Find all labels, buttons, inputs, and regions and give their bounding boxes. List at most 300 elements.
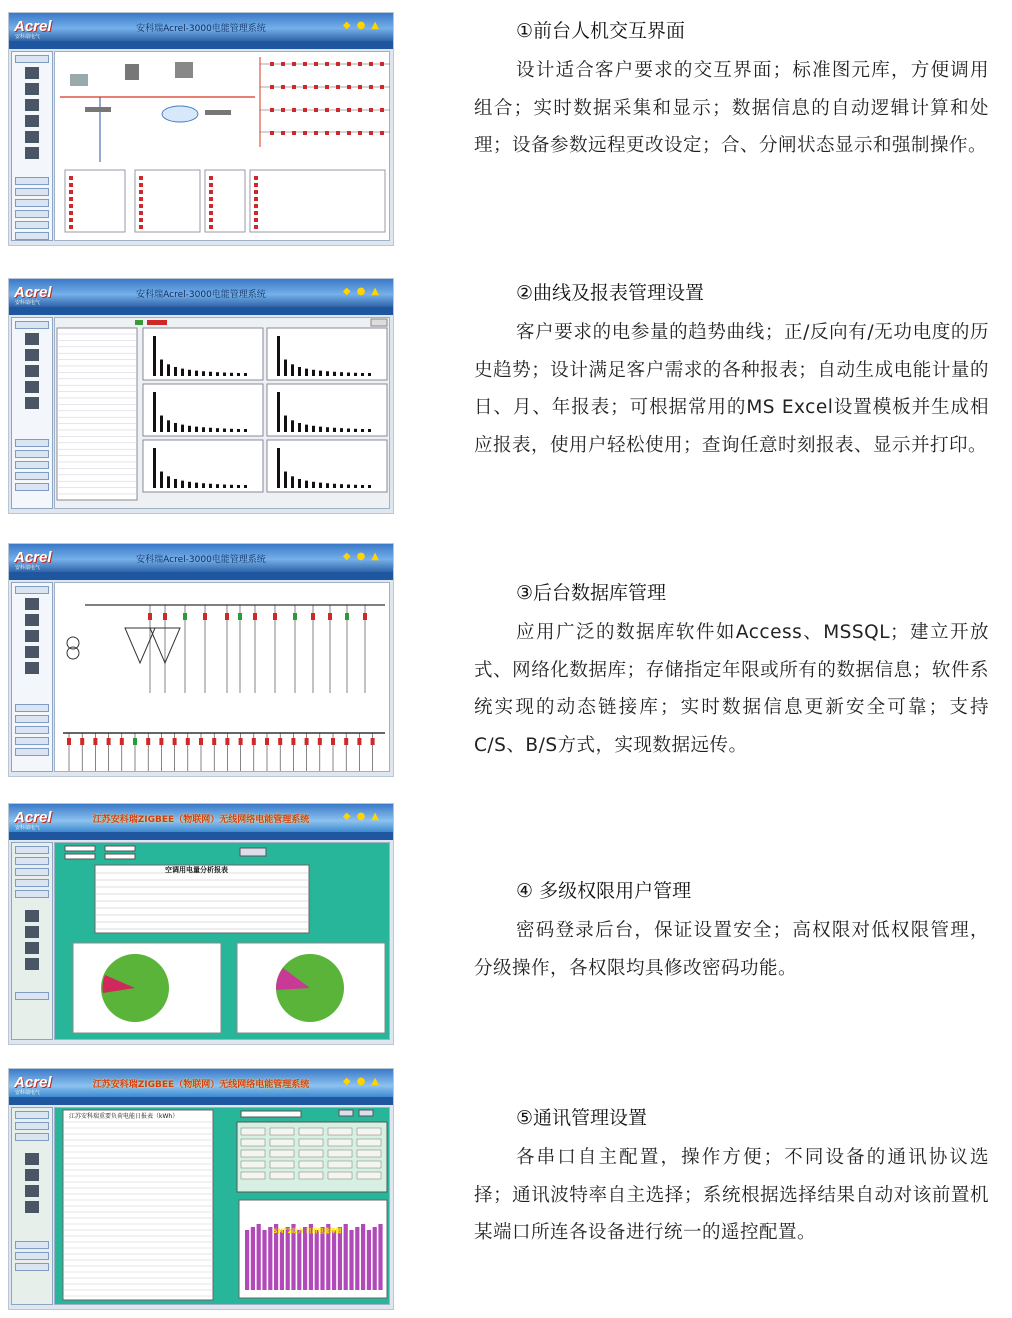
daily-report-title: 江苏安科瑞重要负荷电能日报表（kWh） — [69, 1113, 179, 1120]
harmonic-bar — [153, 448, 156, 488]
harmonic-bar — [347, 429, 350, 433]
breaker-indicator — [303, 108, 307, 112]
energy-bar — [338, 1227, 342, 1290]
harmonic-bar — [181, 369, 184, 376]
nav-button[interactable] — [15, 737, 49, 745]
harmonic-bar — [368, 429, 371, 432]
breaker-indicator — [380, 108, 384, 112]
energy-bar — [367, 1230, 371, 1290]
breaker-indicator — [254, 211, 258, 215]
harmonic-bar — [340, 372, 343, 376]
nav-button[interactable] — [15, 1252, 49, 1260]
harmonic-bar — [237, 429, 240, 432]
nav-button[interactable] — [15, 472, 49, 480]
harmonic-bar — [230, 429, 233, 432]
breaker-indicator — [314, 131, 318, 135]
nav-button[interactable] — [15, 715, 49, 723]
bar-chart-title: SMT2动力 日用电量棒图 — [273, 1228, 342, 1235]
device-button — [241, 1128, 265, 1135]
nav-icon[interactable] — [25, 942, 39, 954]
breaker-indicator — [325, 131, 329, 135]
harmonic-bar — [368, 373, 371, 376]
daily-report-panel — [55, 1108, 391, 1304]
energy-bar — [262, 1230, 266, 1290]
app-title: 江苏安科瑞ZIGBEE（物联网）无线网络电能管理系统 — [92, 815, 310, 825]
breaker-symbol — [120, 738, 124, 745]
breaker-symbol — [239, 738, 243, 745]
device-button — [241, 1172, 265, 1179]
harmonic-bar — [291, 476, 294, 488]
breaker-indicator — [325, 62, 329, 66]
breaker-indicator — [270, 62, 274, 66]
harmonic-bar — [195, 483, 198, 488]
breaker-symbol — [163, 613, 167, 620]
energy-bar — [268, 1227, 272, 1290]
nav-icon[interactable] — [25, 598, 39, 610]
nav-button[interactable] — [15, 210, 49, 218]
harmonic-bar — [216, 428, 219, 432]
breaker-indicator — [369, 108, 373, 112]
harmonic-bar — [174, 423, 177, 432]
section-title: ④ 多级权限用户管理 — [516, 880, 692, 902]
breaker-indicator — [380, 131, 384, 135]
acrel-logo: Acrel — [14, 809, 52, 826]
device-button — [357, 1139, 381, 1146]
harmonic-bar — [326, 371, 329, 376]
device-button — [328, 1172, 352, 1179]
breaker-indicator — [358, 85, 362, 89]
breaker-symbol — [238, 613, 242, 620]
report-canvas — [54, 842, 390, 1040]
breaker-symbol — [371, 738, 375, 745]
breaker-symbol — [293, 613, 297, 620]
breaker-indicator — [69, 197, 73, 201]
breaker-indicator — [139, 225, 143, 229]
breaker-indicator — [325, 108, 329, 112]
nav-icon[interactable] — [25, 147, 39, 159]
screenshot-hmi — [8, 12, 394, 246]
single-line-diagram — [55, 583, 391, 773]
breaker-indicator — [358, 108, 362, 112]
section-text — [474, 878, 989, 987]
side-nav[interactable] — [11, 317, 53, 509]
harmonic-bar — [223, 485, 226, 489]
device-button — [270, 1161, 294, 1168]
nav-icon[interactable] — [25, 365, 39, 377]
nav-button[interactable] — [15, 704, 49, 712]
harmonic-bar — [291, 420, 294, 432]
breaker-indicator — [69, 225, 73, 229]
header-icons[interactable]: ◆●▲ — [342, 551, 385, 562]
breaker-symbol — [186, 738, 190, 745]
side-nav[interactable] — [11, 1107, 53, 1305]
breaker-symbol — [318, 738, 322, 745]
harmonic-bar — [361, 429, 364, 432]
section-title: ②曲线及报表管理设置 — [516, 282, 705, 304]
nav-icon[interactable] — [25, 1185, 39, 1197]
network-topology-canvas — [54, 51, 390, 241]
breaker-indicator — [292, 131, 296, 135]
harmonic-bar — [284, 416, 287, 432]
breaker-indicator — [139, 204, 143, 208]
harmonic-bar — [312, 426, 315, 432]
device-button — [299, 1161, 323, 1168]
breaker-indicator — [281, 62, 285, 66]
harmonic-bar — [174, 367, 177, 376]
nav-button[interactable] — [15, 483, 49, 491]
breaker-indicator — [358, 131, 362, 135]
breaker-indicator — [314, 108, 318, 112]
acrel-logo: Acrel — [14, 18, 52, 35]
breaker-symbol — [159, 738, 163, 745]
breaker-indicator — [292, 85, 296, 89]
harmonic-bar — [319, 427, 322, 432]
breaker-indicator — [139, 176, 143, 180]
harmonic-bar — [216, 484, 219, 488]
nav-icon[interactable] — [25, 67, 39, 79]
harmonic-bar — [202, 427, 205, 432]
harmonic-bar — [167, 420, 170, 432]
energy-bar — [349, 1230, 353, 1290]
harmonic-bar — [312, 370, 315, 376]
nav-icon[interactable] — [25, 926, 39, 938]
report-canvas — [54, 1107, 390, 1305]
energy-bar — [344, 1224, 348, 1290]
breaker-indicator — [209, 190, 213, 194]
nav-button[interactable] — [15, 439, 49, 447]
harmonic-bar — [340, 428, 343, 432]
section-text — [474, 580, 989, 764]
app-header — [9, 279, 393, 307]
harmonic-bar — [188, 482, 191, 488]
harmonic-bar — [195, 427, 198, 432]
screenshot-daily-report — [8, 1068, 394, 1310]
breaker-symbol — [173, 738, 177, 745]
breaker-indicator — [69, 211, 73, 215]
harmonic-bar — [354, 373, 357, 376]
breaker-symbol — [80, 738, 84, 745]
device-button — [270, 1172, 294, 1179]
breaker-indicator — [369, 62, 373, 66]
breaker-indicator — [254, 218, 258, 222]
section-body: 应用广泛的数据库软件如Access、MSSQL；建立开放式、网络化数据库；存储指定年限或所有的数据信息；软件系统实现的动态链接库；实时数据信息更新安全可靠；支持C/S、B/S方式，实现数据远传。 — [474, 622, 989, 756]
harmonic-bar — [326, 483, 329, 488]
single-line-canvas — [54, 582, 390, 772]
side-nav[interactable] — [11, 842, 53, 1040]
report-table-title: 空调用电量分析报表 — [165, 866, 228, 874]
breaker-symbol — [253, 613, 257, 620]
nav-button[interactable] — [15, 221, 49, 229]
energy-bar — [251, 1227, 255, 1290]
harmonic-bar — [230, 373, 233, 376]
breaker-indicator — [380, 85, 384, 89]
nav-icon[interactable] — [25, 333, 39, 345]
harmonic-bar — [298, 367, 301, 376]
harmonic-bar — [202, 483, 205, 488]
breaker-symbol — [331, 738, 335, 745]
harmonic-bar — [195, 371, 198, 376]
harmonic-bar — [202, 371, 205, 376]
nav-icon[interactable] — [25, 1153, 39, 1165]
breaker-symbol — [357, 738, 361, 745]
nav-button[interactable] — [15, 1111, 49, 1119]
nav-button[interactable] — [15, 992, 49, 1000]
acrel-logo: Acrel — [14, 1074, 52, 1091]
harmonic-bar — [305, 369, 308, 376]
app-title: 安科瑞Acrel-3000电能管理系统 — [136, 290, 266, 300]
energy-bar — [280, 1230, 284, 1290]
harmonic-bar — [319, 483, 322, 488]
nav-icon[interactable] — [25, 1201, 39, 1213]
harmonic-bar — [209, 428, 212, 432]
nav-button[interactable] — [15, 461, 49, 469]
device-button — [328, 1161, 352, 1168]
nav-icon[interactable] — [25, 910, 39, 922]
nav-button[interactable] — [15, 1263, 49, 1271]
harmonic-bar — [209, 372, 212, 376]
energy-bar — [361, 1224, 365, 1290]
nav-button[interactable] — [15, 857, 49, 865]
nav-button[interactable] — [15, 188, 49, 196]
device-button — [241, 1139, 265, 1146]
nav-icon[interactable] — [25, 83, 39, 95]
harmonic-bar — [347, 373, 350, 377]
breaker-indicator — [336, 108, 340, 112]
header-icons[interactable]: ◆●▲ — [342, 1076, 385, 1087]
breaker-indicator — [69, 204, 73, 208]
harmonic-bar — [244, 429, 247, 432]
harmonic-bar — [209, 484, 212, 488]
device-button — [299, 1172, 323, 1179]
breaker-symbol — [133, 738, 137, 745]
device-button — [241, 1161, 265, 1168]
breaker-indicator — [209, 218, 213, 222]
screenshot-reports — [8, 278, 394, 514]
device-button — [328, 1139, 352, 1146]
breaker-indicator — [254, 176, 258, 180]
device-button — [270, 1139, 294, 1146]
section-title: ⑤通讯管理设置 — [516, 1107, 648, 1129]
breaker-indicator — [303, 131, 307, 135]
nav-icon[interactable] — [25, 1169, 39, 1181]
harmonic-bar — [277, 448, 280, 488]
nav-button[interactable] — [15, 879, 49, 887]
energy-bar — [286, 1227, 290, 1290]
harmonic-bar — [153, 392, 156, 432]
breaker-indicator — [139, 183, 143, 187]
harmonic-bar — [333, 484, 336, 488]
breaker-indicator — [347, 131, 351, 135]
breaker-symbol — [146, 738, 150, 745]
status-bar — [9, 572, 393, 580]
nav-button[interactable] — [15, 321, 49, 329]
harmonic-bar — [277, 392, 280, 432]
nav-button[interactable] — [15, 199, 49, 207]
section-body: 密码登录后台，保证设置安全；高权限对低权限管理，分级操作，各权限均具修改密码功能。 — [474, 920, 989, 979]
nav-icon[interactable] — [25, 630, 39, 642]
app-header — [9, 544, 393, 572]
harmonic-bar — [223, 429, 226, 433]
breaker-symbol — [305, 738, 309, 745]
section-title: ③后台数据库管理 — [516, 582, 667, 604]
harmonic-bar — [291, 364, 294, 376]
harmonic-bar — [230, 485, 233, 488]
breaker-indicator — [209, 204, 213, 208]
header-icons[interactable]: ◆●▲ — [342, 20, 385, 31]
harmonic-bar — [188, 370, 191, 376]
breaker-indicator — [209, 211, 213, 215]
nav-icon[interactable] — [25, 646, 39, 658]
harmonic-bar — [244, 373, 247, 376]
harmonic-bar — [244, 485, 247, 488]
status-bar — [9, 1097, 393, 1105]
nav-button[interactable] — [15, 846, 49, 854]
breaker-indicator — [139, 218, 143, 222]
logo-subtitle: 安科瑞电气 — [15, 1090, 41, 1096]
breaker-indicator — [314, 62, 318, 66]
breaker-symbol — [225, 738, 229, 745]
nav-button[interactable] — [15, 890, 49, 898]
harmonic-bar — [333, 428, 336, 432]
breaker-symbol — [345, 613, 349, 620]
status-bar — [9, 307, 393, 315]
side-nav[interactable] — [11, 582, 53, 772]
nav-button[interactable] — [15, 177, 49, 185]
nav-icon[interactable] — [25, 381, 39, 393]
logo-subtitle: 安科瑞电气 — [15, 565, 41, 571]
harmonic-bar — [333, 372, 336, 376]
section-body: 设计适合客户要求的交互界面；标准图元库，方便调用组合；实时数据采集和显示；数据信息的自动逻辑计算和处理；设备参数远程更改设定；合、分闸状态显示和强制操作。 — [474, 60, 989, 156]
breaker-symbol — [203, 613, 207, 620]
breaker-indicator — [369, 131, 373, 135]
breaker-symbol — [67, 738, 71, 745]
nav-button[interactable] — [15, 450, 49, 458]
nav-button[interactable] — [15, 726, 49, 734]
side-nav[interactable] — [11, 51, 53, 241]
harmonic-bar — [284, 360, 287, 376]
breaker-indicator — [69, 183, 73, 187]
nav-button[interactable] — [15, 1241, 49, 1249]
breaker-indicator — [336, 85, 340, 89]
screenshot-single-line — [8, 543, 394, 777]
breaker-symbol — [363, 613, 367, 620]
device-button — [357, 1150, 381, 1157]
nav-icon[interactable] — [25, 115, 39, 127]
harmonic-bar — [216, 372, 219, 376]
breaker-indicator — [336, 62, 340, 66]
energy-bar — [303, 1227, 307, 1290]
breaker-symbol — [225, 613, 229, 620]
energy-bar — [320, 1227, 324, 1290]
harmonic-bar — [223, 373, 226, 377]
nav-button[interactable] — [15, 1122, 49, 1130]
device-button — [357, 1172, 381, 1179]
breaker-symbol — [344, 738, 348, 745]
nav-icon[interactable] — [25, 397, 39, 409]
acrel-logo: Acrel — [14, 549, 52, 566]
nav-icon[interactable] — [25, 958, 39, 970]
nav-icon[interactable] — [25, 131, 39, 143]
harmonic-bar — [319, 371, 322, 376]
energy-bar — [355, 1227, 359, 1290]
breaker-indicator — [303, 85, 307, 89]
breaker-symbol — [311, 613, 315, 620]
breaker-indicator — [292, 108, 296, 112]
harmonic-bar — [305, 481, 308, 488]
report-canvas — [54, 317, 390, 509]
energy-bar — [378, 1224, 382, 1290]
nav-icon[interactable] — [25, 662, 39, 674]
breaker-indicator — [270, 131, 274, 135]
breaker-indicator — [369, 85, 373, 89]
app-title: 江苏安科瑞ZIGBEE（物联网）无线网络电能管理系统 — [92, 1080, 310, 1090]
breaker-indicator — [69, 190, 73, 194]
breaker-symbol — [252, 738, 256, 745]
harmonic-bar — [181, 425, 184, 432]
breaker-indicator — [209, 176, 213, 180]
nav-button[interactable] — [15, 868, 49, 876]
nav-icon[interactable] — [25, 99, 39, 111]
breaker-indicator — [254, 197, 258, 201]
breaker-indicator — [303, 62, 307, 66]
header-icons[interactable]: ◆●▲ — [342, 286, 385, 297]
harmonic-bar — [167, 476, 170, 488]
breaker-indicator — [281, 131, 285, 135]
nav-icon[interactable] — [25, 349, 39, 361]
breaker-symbol — [212, 738, 216, 745]
nav-button[interactable] — [15, 586, 49, 594]
section-text — [474, 280, 989, 464]
harmonic-bar — [312, 482, 315, 488]
device-button — [270, 1150, 294, 1157]
breaker-indicator — [347, 62, 351, 66]
harmonic-bar — [298, 423, 301, 432]
harmonic-bar — [354, 429, 357, 432]
header-icons[interactable]: ◆●▲ — [342, 811, 385, 822]
nav-icon[interactable] — [25, 614, 39, 626]
energy-bar — [332, 1230, 336, 1290]
harmonic-bar — [160, 472, 163, 488]
nav-button[interactable] — [15, 1133, 49, 1141]
breaker-indicator — [380, 62, 384, 66]
breaker-symbol — [291, 738, 295, 745]
breaker-indicator — [209, 183, 213, 187]
nav-button[interactable] — [15, 232, 49, 240]
breaker-symbol — [265, 738, 269, 745]
app-header — [9, 804, 393, 832]
harmonic-bar — [305, 425, 308, 432]
harmonic-bar — [160, 416, 163, 432]
harmonic-bar — [284, 472, 287, 488]
app-title: 安科瑞Acrel-3000电能管理系统 — [136, 24, 266, 34]
device-button — [299, 1128, 323, 1135]
harmonic-bar — [277, 336, 280, 376]
topology-diagram — [55, 52, 391, 242]
nav-button[interactable] — [15, 748, 49, 756]
energy-bar — [245, 1230, 249, 1290]
breaker-indicator — [325, 85, 329, 89]
harmonic-bar — [167, 364, 170, 376]
harmonic-bar — [361, 373, 364, 376]
harmonic-report-panel — [55, 318, 391, 510]
breaker-indicator — [281, 108, 285, 112]
device-button — [299, 1150, 323, 1157]
nav-button[interactable] — [15, 55, 49, 63]
harmonic-bar — [298, 479, 301, 488]
breaker-symbol — [273, 613, 277, 620]
status-bar — [9, 832, 393, 840]
device-button — [241, 1150, 265, 1157]
